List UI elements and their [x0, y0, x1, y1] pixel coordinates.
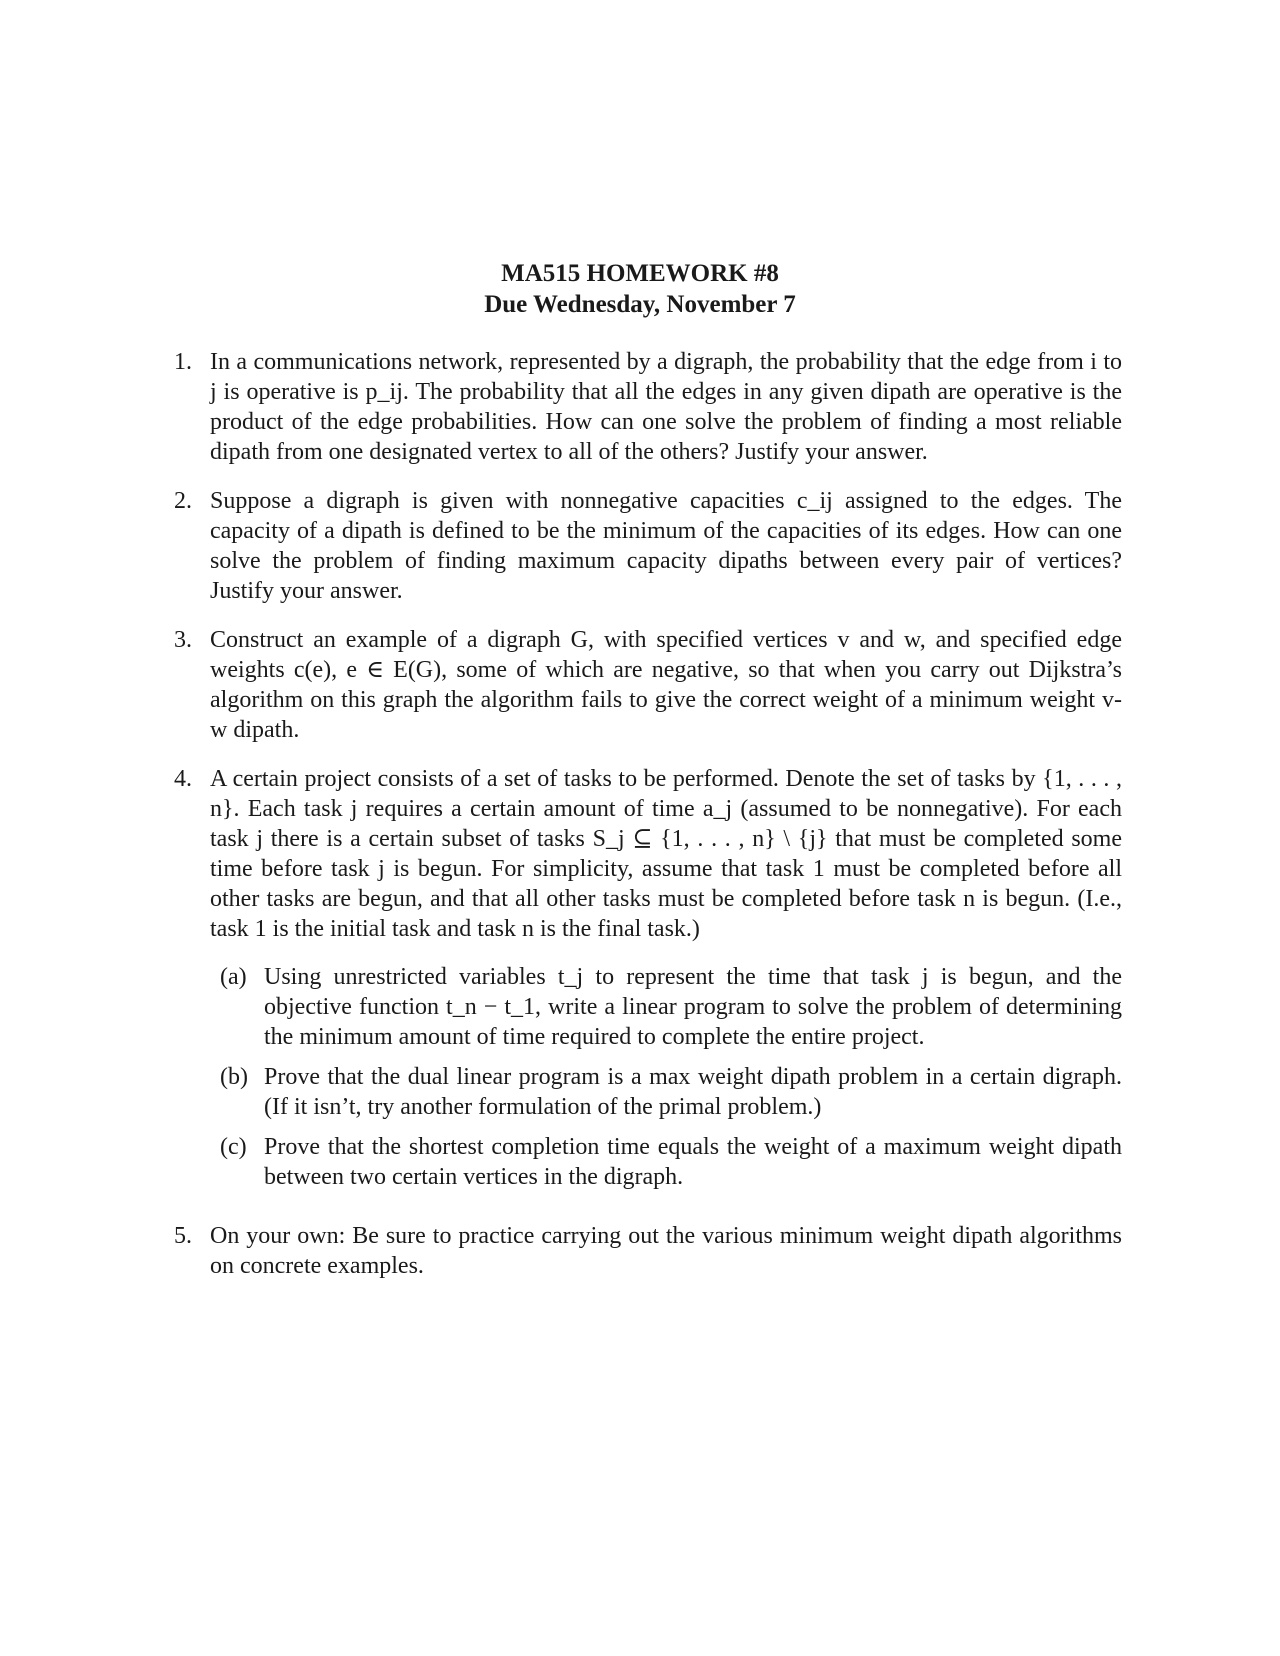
subpart-text: Using unrestricted variables t_j to represent the time that task j is begun, and the objective function t_n − t_1, write a linear program to solve the problem of determining the minimum amount of time required to complete the entire project.: [264, 964, 1122, 1050]
problem-1: [174, 347, 1122, 467]
subpart-text: Prove that the dual linear program is a max weight dipath problem in a certain digraph. (If it isn’t, try another formulation of the primal problem.): [264, 1064, 1122, 1120]
subpart-a: [220, 962, 1122, 1052]
subpart-b: [220, 1062, 1122, 1122]
problem-number: 3.: [174, 627, 192, 653]
problem-3: [174, 625, 1122, 745]
problem-4: [174, 764, 1122, 1202]
page-title: MA515 HOMEWORK #8: [501, 260, 779, 287]
problem-number: 1.: [174, 349, 192, 375]
problem-text: A certain project consists of a set of tasks to be performed. Denote the set of tasks by {1, . . . , n}. Each task j requires a certain amount of time a_j (assumed to be nonnegative). For each task j there is a certain subset of tasks S_j ⊆ {1, . . . , n} \ {j} that must be completed some time before task j is begun. For simplicity, assume that task 1 must be completed before all other tasks are begun, and that all other tasks must be completed before task n is begun. (I.e., task 1 is the initial task and task n is the final task.): [210, 766, 1122, 942]
subpart-c: [220, 1132, 1122, 1192]
problem-number: 2.: [174, 488, 192, 514]
problem-number: 4.: [174, 766, 192, 792]
problem-text: In a communications network, represented by a digraph, the probability that the edge from i to j is operative is p_ij. The probability that all the edges in any given dipath are operative is the product of the edge probabilities. How can one solve the problem of finding a most reliable dipath from one designated vertex to all of the others? Justify your answer.: [210, 349, 1122, 465]
problem-text: Suppose a digraph is given with nonnegative capacities c_ij assigned to the edges. The capacity of a dipath is defined to be the minimum of the capacities of its edges. How can one solve the problem of finding maximum capacity dipaths between every pair of vertices? Justify your answer.: [210, 488, 1122, 604]
subpart-list: [220, 962, 1122, 1192]
problem-list: [174, 347, 1122, 1300]
problem-text: Construct an example of a digraph G, with specified vertices v and w, and specified edge weights c(e), e ∈ E(G), some of which are negative, so that when you carry out Dijkstra’s algorithm on this graph the algorithm fails to give the correct weight of a minimum weight v-w dipath.: [210, 627, 1122, 743]
subpart-text: Prove that the shortest completion time equals the weight of a maximum weight dipath between two certain vertices in the digraph.: [264, 1134, 1122, 1190]
header: [0, 258, 1280, 320]
due-date: Due Wednesday, November 7: [484, 291, 796, 318]
subpart-label: (a): [220, 964, 247, 990]
problem-text: On your own: Be sure to practice carrying out the various minimum weight dipath algorithms on concrete examples.: [210, 1223, 1122, 1279]
subpart-label: (b): [220, 1064, 248, 1090]
problem-5: [174, 1221, 1122, 1281]
subpart-label: (c): [220, 1134, 247, 1160]
problem-number: 5.: [174, 1223, 192, 1249]
problem-2: [174, 486, 1122, 606]
